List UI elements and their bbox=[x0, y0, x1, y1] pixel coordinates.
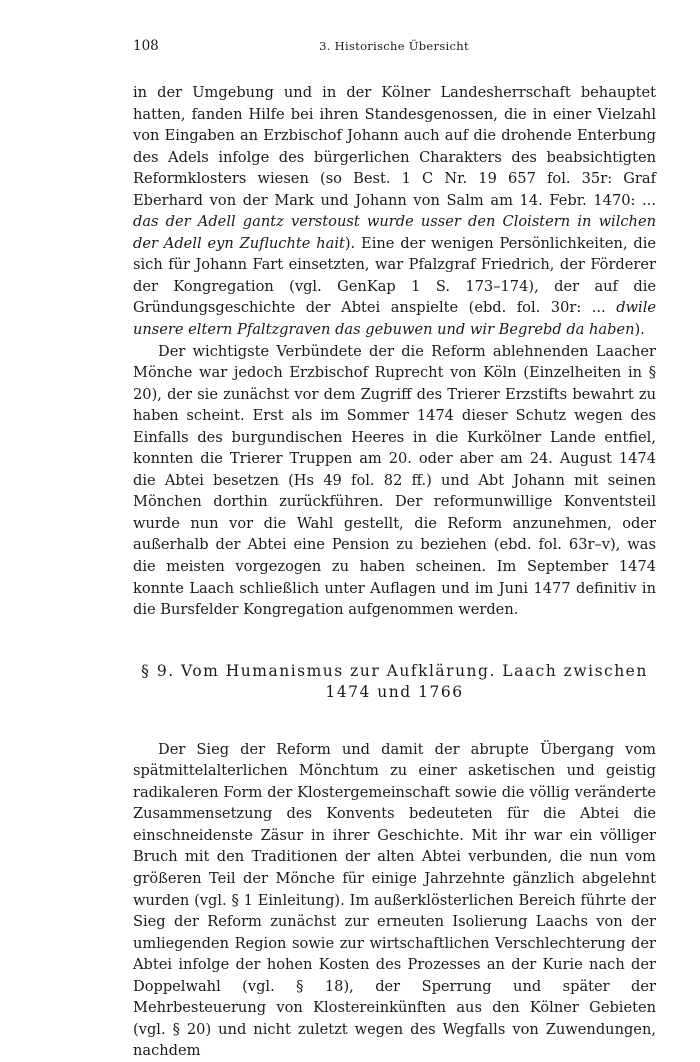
section-heading: § 9. Vom Humanismus zur Aufklärung. Laach zwischen 1474 und 1766 bbox=[141, 661, 648, 701]
page-body bbox=[133, 82, 656, 1062]
italic-quote: das der Adell gantz verstoust wurde usser den Cloistern in wilchen der Adell eyn Zufluchte hait bbox=[133, 213, 656, 252]
page-header bbox=[133, 38, 655, 60]
running-title: 3. Historische Übersicht bbox=[319, 39, 469, 53]
text-run: Der Sieg der Reform und damit der abrupte Übergang vom spätmittelalterlichen Mönchtum zu einer asketischen und geistig radikaleren Form der Klostergemeinschaft sowie die völlig veränderte Zusammensetzung des Konvents bedeuteten für die Abtei die einschneidenste Zäsur in ihrer Geschichte. Mit ihr war ein völliger Bruch mit den Traditionen der alten Abtei verbunden, die nun vom größeren Teil der Mönche für einige Jahrzehnte gänzlich abgelehnt wurden (vgl. § 1 Einleitung). Im außerklösterlichen Bereich führte der Sieg der Reform zunächst zur erneuten Isolierung Laachs von der umliegenden Region sowie zur wirtschaftlichen Verschlechterung der Abtei infolge der hohen Kosten des Prozesses an der Kurie nach der Doppelwahl (vgl. § 18), der Sperrung und später der Mehrbesteuerung von Klostereinkünften aus den Kölner Gebieten (vgl. § 20) und nicht zuletzt wegen des Wegfalls von Zuwendungen, nachdem bbox=[133, 740, 656, 1060]
paragraph bbox=[133, 341, 656, 621]
paragraph bbox=[133, 739, 656, 1062]
italic-quote: dwile unsere eltern Pfaltzgraven das gebuwen und wir Begrebd da haben bbox=[133, 299, 656, 339]
text-run: Der wichtigste Verbündete der die Reform ablehnenden Laacher Mönche war jedoch Erzbischof Ruprecht von Köln (Einzelheiten in § 20), der sie zunächst vor dem Zugriff des Trierer Erzstifts bewahrt zu haben scheint. Erst als im Sommer 1474 dieser Schutz wegen des Einfalls des burgundischen Heeres in die Kurkölner Lande entfiel, konnten die Trierer Truppen am 20. oder aber am 24. August 1474 die Abtei besetzen (Hs 49 fol. 82 ff.) und Abt Johann mit seinen Mönchen dorthin zurückführen. Der reformunwillige Konventsteil wurde nun vor die Wahl gestellt, die Reform anzunehmen, oder außerhalb der Abtei eine Pension zu beziehen (ebd. fol. 63r–v), was die meisten vorgezogen zu haben scheinen. Im September 1474 konnte Laach schließlich unter Auflagen und im Juni 1477 definitiv in die Bursfelder Kongregation aufgenommen werden. bbox=[133, 342, 656, 619]
paragraph bbox=[133, 82, 656, 341]
page-number: 108 bbox=[133, 38, 159, 54]
text-block-after bbox=[133, 739, 656, 1062]
text-run: in der Umgebung und in der Kölner Landesherrschaft behauptet hatten, fanden Hilfe bei ihren Standesgenossen, die in einer Vielzahl von Eingaben an Erzbischof Johann auch auf die drohende Enterbung des Adels infolge des bürgerlichen Charakters des beabsichtigten Reformklosters wiesen (so Best. 1 C Nr. 19 657 fol. 35r: Graf Eberhard von der Mark und Johann von Salm am 14. Febr. 1470: ... bbox=[133, 84, 656, 209]
text-run: ). bbox=[634, 321, 645, 339]
text-block-before bbox=[133, 82, 656, 621]
text-run: ). Eine der wenigen Persönlichkeiten, die sich für Johann Fart einsetzten, war Pfalzgraf Friedrich, der Förderer der Kongregation (vgl. GenKap 1 S. 173–174), der auf die Gründungsgeschichte der Abtei anspielte (ebd. fol. 30r: ... bbox=[133, 234, 656, 317]
